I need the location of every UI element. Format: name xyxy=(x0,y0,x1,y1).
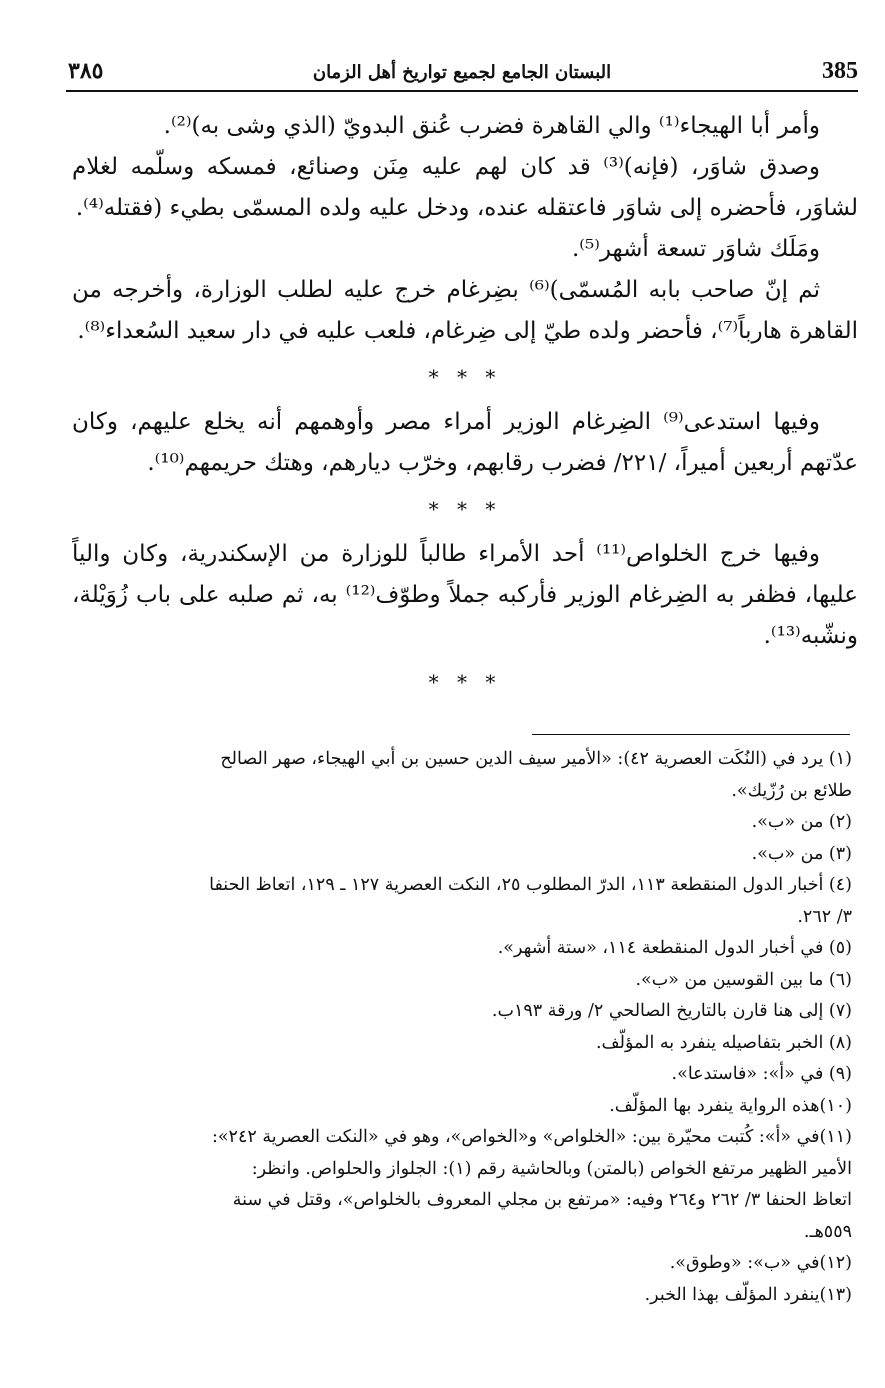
page-number-arabic: ٣٨٥ xyxy=(68,58,104,84)
paragraph: وأمر أبا الهيجاء⁽¹⁾ والي القاهرة فضرب عُنق البدويّ (الذي وشى به)⁽²⁾. xyxy=(163,113,820,139)
paragraph: وفيها خرج الخلواص⁽¹¹⁾ أحد الأمراء طالباً للوزارة من الإسكندرية، وكان والياً عليها، فظفر به الضِرغام الوزير فأركبه جملاً وطوّف⁽¹²⁾ به، ثم صلبه على باب زُوَيْلة، ونشّبه⁽¹³⁾. xyxy=(72,541,858,649)
running-title: البستان الجامع لجميع تواريخ أهل الزمان xyxy=(312,62,612,83)
footnote: (٦) ما بين القوسين من «ب». xyxy=(635,969,852,990)
footnote-continuation: طلائع بن رُزّيك». xyxy=(731,780,852,801)
page-header xyxy=(66,56,858,92)
paragraph: ومَلَك شاوَر تسعة أشهر⁽⁵⁾. xyxy=(571,236,820,262)
footnote: (٥) في أخبار الدول المنقطعة ١١٤، «ستة أشهر». xyxy=(497,938,852,958)
footnotes xyxy=(80,744,852,1311)
section-separator: * * * xyxy=(428,365,502,389)
footnote: (٣) من «ب». xyxy=(751,843,852,864)
footnote-continuation: ٣/ ٢٦٢. xyxy=(797,906,852,927)
page-number-latin: 385 xyxy=(822,58,858,84)
section-separator: * * * xyxy=(428,670,502,694)
footnote-continuation: الأمير الظهير مرتفع الخواص (بالمتن) وبالحاشية رقم (١): الجلواز والحلواص. وانظر: xyxy=(251,1158,852,1179)
footnote-continuation: ٥٥٩هـ. xyxy=(803,1221,852,1242)
footnote: (١٣)ينفرد المؤلّف بهذا الخبر. xyxy=(644,1284,852,1305)
footnote-continuation: اتعاظ الحنفا ٣/ ٢٦٢ و٢٦٤ وفيه: «مرتفع بن مجلي المعروف بالخلواص»، وقتل في سنة xyxy=(232,1190,852,1210)
footnote: (١٢)في «ب»: «وطوق». xyxy=(669,1253,852,1273)
footnote: (٩) في «أ»: «فاستدعا». xyxy=(671,1064,852,1084)
footnote: (٢) من «ب». xyxy=(751,812,852,832)
footnote-rule xyxy=(532,734,850,735)
footnote: (٨) الخبر بتفاصيله ينفرد به المؤلّف. xyxy=(595,1032,852,1053)
footnote: (١٠)هذه الرواية ينفرد بها المؤلّف. xyxy=(609,1095,852,1116)
section-separator: * * * xyxy=(428,497,502,521)
footnote: (٧) إلى هنا قارن بالتاريخ الصالحي ٢/ ورقة ١٩٣ب. xyxy=(491,1001,852,1021)
footnote: (١١)في «أ»: كُتبت محيّرة بين: «الخلواص» و«الخواص»، وهو في «النكت العصرية ٢٤٢»: xyxy=(211,1127,852,1147)
paragraph: ثم إنّ صاحب بابه المُسمّى)⁽⁶⁾ بضِرغام خرج عليه لطلب الوزارة، وأخرجه من القاهرة هارباً⁽⁷⁾، فأحضر ولده طيّ إلى ضِرغام، فلعب عليه في دار سعيد السُعداء⁽⁸⁾. xyxy=(72,277,858,344)
footnote: (٤) أخبار الدول المنقطعة ١١٣، الدرّ المطلوب ٢٥، النكت العصرية ١٢٧ ـ ١٢٩، اتعاظ الحنفا xyxy=(209,875,852,895)
footnote: (١) يرد في (النُكَت العصرية ٤٢): «الأمير سيف الدين حسين بن أبي الهيجاء، صهر الصالح xyxy=(220,749,852,769)
paragraph: وفيها استدعى⁽⁹⁾ الضِرغام الوزير أمراء مصر وأوهمهم أنه يخلع عليهم، وكان عدّتهم أربعين أميراً، /٢٢١/ فضرب رقابهم، وخرّب ديارهم، وهتك حريمهم⁽¹⁰⁾. xyxy=(72,409,858,476)
paragraph: وصدق شاوَر، (فإنه)⁽³⁾ قد كان لهم عليه مِنَن وصنائع، فمسكه وسلّمه لغلام لشاوَر، فأحضره إلى شاوَر فاعتقله عنده، ودخل عليه ولده المسمّى بطيء (فقتله⁽⁴⁾. xyxy=(72,154,858,221)
main-text xyxy=(72,106,858,707)
